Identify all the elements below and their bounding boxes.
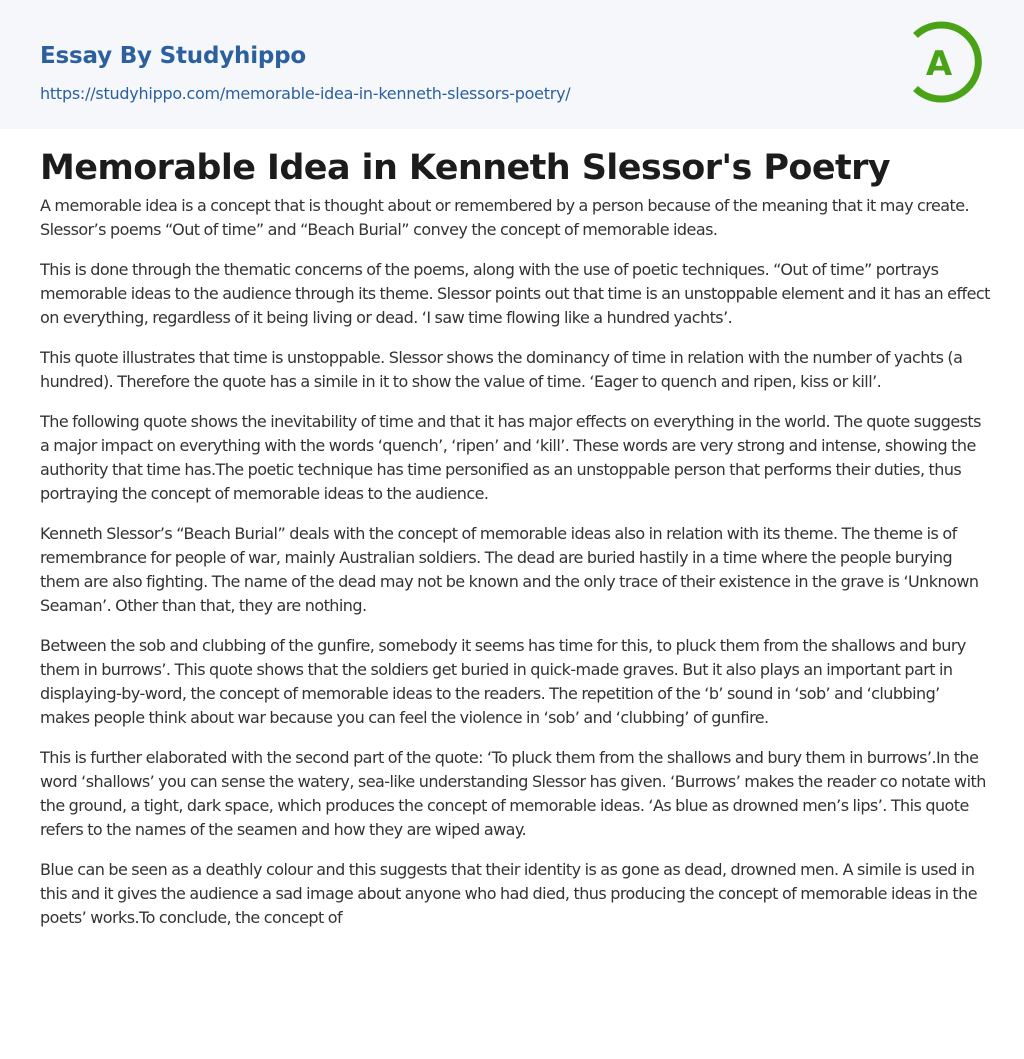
paragraph: This is further elaborated with the second part of the quote: ‘To pluck them from the shallows and bury them in burrows’.In the word ‘shallows’ you can sense the watery, sea-like understanding Slessor has given. ‘Burrows’ makes the reader co notate with the ground, a tight, dark space, which produces the concept of memorable ideas. ‘As blue as drowned men’s lips’. This quote refers to the names of the seamen and how they are wiped away. [40, 748, 986, 839]
paragraph: This quote illustrates that time is unstoppable. Slessor shows the dominancy of time in relation with the number of yachts (a hundred). Therefore the quote has a simile in it to show the value of time. ‘Eager to quench and ripen, kiss or kill’. [40, 348, 963, 391]
essay-url-link[interactable]: https://studyhippo.com/memorable-idea-in-kenneth-slessors-poetry/ [40, 84, 571, 103]
logo-letter: A [925, 44, 953, 84]
article-body [40, 194, 990, 946]
brand-title: Essay By Studyhippo [40, 43, 307, 69]
studyhippo-logo-icon[interactable] [906, 18, 990, 106]
paragraph: A memorable idea is a concept that is thought about or remembered by a person because of the meaning that it may create. Slessor’s poems “Out of time” and “Beach Burial” convey the concept of memorable ideas. [40, 196, 970, 239]
paragraph: Blue can be seen as a deathly colour and this suggests that their identity is as gone as dead, drowned men. A simile is used in this and it gives the audience a sad image about anyone who had died, thus producing the concept of memorable ideas in the poets’ works.To conclude, the concept of [40, 860, 978, 927]
paragraph: This is done through the thematic concerns of the poems, along with the use of poetic techniques. “Out of time” portrays memorable ideas to the audience through its theme. Slessor points out that time is an unstoppable element and it has an effect on everything, regardless of it being living or dead. ‘I saw time flowing like a hundred yachts’. [40, 260, 990, 327]
paragraph: Between the sob and clubbing of the gunfire, somebody it seems has time for this, to pluck them from the shallows and bury them in burrows’. This quote shows that the soldiers get buried in quick-made graves. But it also plays an important part in displaying-by-word, the concept of memorable ideas to the readers. The repetition of the ‘b’ sound in ‘sob’ and ‘clubbing’ makes people think about war because you can feel the violence in ‘sob’ and ‘clubbing’ of gunfire. [40, 636, 966, 727]
article-title: Memorable Idea in Kenneth Slessor's Poetry [40, 148, 890, 188]
paragraph: The following quote shows the inevitability of time and that it has major effects on everything in the world. The quote suggests a major impact on everything with the words ‘quench’, ‘ripen’ and ‘kill’. These words are very strong and intense, showing the authority that time has.The poetic technique has time personified as an unstoppable person that performs their duties, thus portraying the concept of memorable ideas to the audience. [40, 412, 981, 503]
paragraph: Kenneth Slessor’s “Beach Burial” deals with the concept of memorable ideas also in relation with its theme. The theme is of remembrance for people of war, mainly Australian soldiers. The dead are buried hastily in a time where the people burying them are also fighting. The name of the dead may not be known and the only trace of their existence in the grave is ‘Unknown Seaman’. Other than that, they are nothing. [40, 524, 979, 615]
